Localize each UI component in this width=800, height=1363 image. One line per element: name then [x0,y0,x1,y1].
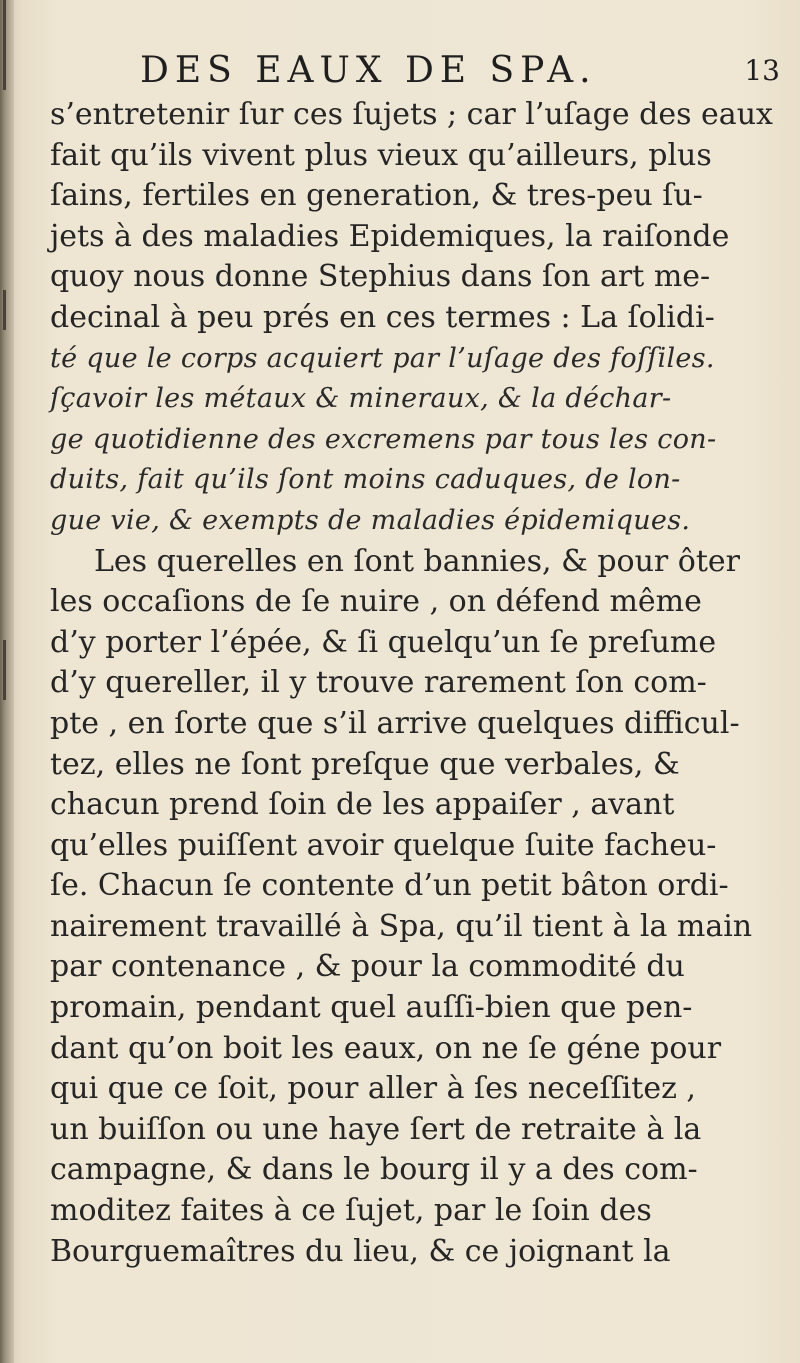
text-line: ge quotidienne des excremens par tous les con- [50,423,717,455]
text-line: par contenance , & pour la commodité du [50,949,685,985]
text-line: chacun prend ſoin de les appaiſer , avant [50,787,675,823]
text-line: tez, elles ne ſont preſque que verbales, & [50,746,680,782]
text-line: fait qu’ils vivent plus vieux qu’ailleurs, plus [50,137,712,173]
text-line: té que le corps acquiert par l’uſage des foſſiles. [50,342,715,374]
text-line: ſçavoir les métaux & mineraux, & la déchar- [50,383,672,415]
book-spine [0,0,14,1363]
text-line: nairement travaillé à Spa, qu’il tient à la main [50,908,753,944]
text-line: decinal à peu prés en ces termes : La ſolidi- [50,299,715,335]
text-line: gue vie, & exempts de maladies épidemiques. [50,504,691,536]
text-line: qu’elles puiſſent avoir quelque ſuite facheu- [50,827,717,863]
text-line: qui que ce ſoit, pour aller à ſes neceſſitez , [50,1071,696,1107]
page-header [50,50,780,100]
text-line: d’y quereller, il y trouve rarement ſon com- [50,665,707,701]
text-line: un buiſſon ou une haye ſert de retraite à la [50,1111,702,1147]
text-line: ſe. Chacun ſe contente d’un petit bâton ordi- [50,868,729,904]
text-line: promain, pendant quel auſſi-bien que pen- [50,990,693,1026]
body-text [50,95,790,1272]
text-line: quoy nous donne Stephius dans ſon art me- [50,259,711,295]
spine-shadow [3,0,6,90]
text-line: d’y porter l’épée, & ſi quelqu’un ſe preſume [50,624,717,660]
spine-shadow [3,640,6,700]
text-line: s’entretenir ſur ces ſujets ; car l’uſage des eaux [50,97,773,132]
running-title: DES EAUX DE SPA. [140,50,597,91]
text-line: campagne, & dans le bourg il y a des com- [50,1152,698,1188]
text-line: duits, fait qu’ils ſont moins caduques, de lon- [50,464,681,496]
text-line: ſains, fertiles en generation, & tres-peu ſu- [50,178,703,214]
page-number: 13 [744,54,780,87]
text-line: Les querelles en ſont bannies, & pour ôter [94,543,741,579]
text-line: les occaſions de ſe nuire , on défend même [50,584,702,620]
text-line: dant qu’on boit les eaux, on ne ſe géne pour [50,1030,722,1066]
spine-shadow [3,290,6,330]
text-line: pte , en ſorte que s’il arrive quelques difficul- [50,705,740,741]
text-line: moditez faites à ce ſujet, par le ſoin des [50,1193,652,1229]
text-line: Bourguemaîtres du lieu, & ce joignant la [50,1233,671,1269]
text-line: jets à des maladies Epidemiques, la raiſonde [50,218,730,254]
